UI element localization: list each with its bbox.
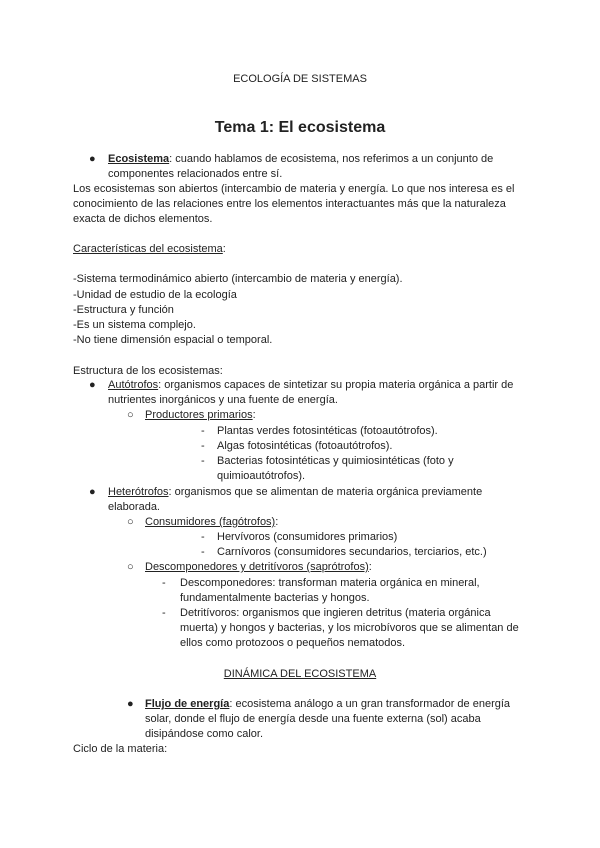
doc-header: ECOLOGÍA DE SISTEMAS xyxy=(233,73,367,85)
dash-bullet-icon: - xyxy=(201,455,205,467)
estructura-heading: Estructura de los ecosistemas: xyxy=(73,365,223,377)
hollow-bullet-icon: ○ xyxy=(127,561,134,573)
caract-item: -Unidad de estudio de la ecología xyxy=(73,289,237,301)
autotrofos-term: Autótrofos xyxy=(108,379,159,391)
consumidores-item: Hervívoros (consumidores primarios) xyxy=(217,531,398,543)
productores-item: Plantas verdes fotosintéticas (fotoautótrofos). xyxy=(217,425,438,437)
flujo-def: : ecosistema análogo a un gran transformador de energía xyxy=(229,698,511,710)
para1-line3: exacta de dichos elementos. xyxy=(73,213,213,225)
bullet-icon: ● xyxy=(127,698,134,710)
descomp-item2-line1: Detritívoros: organismos que ingieren detritus (materia orgánica xyxy=(180,607,491,619)
productores-item: Algas fotosintéticas (fotoautótrofos). xyxy=(217,440,393,452)
heterotrofos-line2: elaborada. xyxy=(108,501,160,513)
productores-item-cont: quimioautótrofos). xyxy=(217,470,306,482)
caract-item: -No tiene dimensión espacial o temporal. xyxy=(73,334,273,346)
dash-bullet-icon: - xyxy=(201,425,205,437)
autotrofos-def: : organismos capaces de sintetizar su propia materia orgánica a partir de xyxy=(158,379,514,391)
ecosistema-line2: componentes relacionados entre sí. xyxy=(108,168,283,180)
consumidores-term: Consumidores (fagótrofos) xyxy=(145,516,276,528)
productores-term: Productores primarios xyxy=(145,409,253,421)
dash-bullet-icon: - xyxy=(201,440,205,452)
consumidores-colon: : xyxy=(275,516,279,528)
descomp-item1-line2: fundamentalmente bacterias y hongos. xyxy=(180,592,370,604)
ecosistema-def: : cuando hablamos de ecosistema, nos referimos a un conjunto de xyxy=(169,153,494,165)
flujo-line2: solar, donde el flujo de energía desde una fuente externa (sol) acaba xyxy=(145,713,481,725)
flujo-term: Flujo de energía xyxy=(145,698,230,710)
dash-bullet-icon: - xyxy=(162,577,166,589)
descomp-item2-line2: muerta) y hongos y bacterias, y los microbívoros que se alimentan de xyxy=(180,622,519,634)
descomponedores-heading xyxy=(145,560,372,575)
descomp-item2-line3: ellos como protozoos o pequeños nematodos. xyxy=(180,637,406,649)
productores-heading xyxy=(145,408,256,423)
consumidores-item: Carnívoros (consumidores secundarios, terciarios, etc.) xyxy=(217,546,487,558)
dash-bullet-icon: - xyxy=(201,546,205,558)
dinamica-heading: DINÁMICA DEL ECOSISTEMA xyxy=(223,668,377,680)
productores-item: Bacterias fotosintéticas y quimiosintéticas (foto y xyxy=(217,455,454,467)
bullet-icon: ● xyxy=(89,153,96,165)
productores-colon: : xyxy=(252,409,256,421)
caract-item: -Estructura y función xyxy=(73,304,174,316)
dash-bullet-icon: - xyxy=(201,531,205,543)
bullet-icon: ● xyxy=(89,486,96,498)
ecosistema-line1 xyxy=(108,152,493,167)
autotrofos-line1 xyxy=(108,378,513,393)
autotrofos-line2: nutrientes inorgánicos y una fuente de energía. xyxy=(108,394,338,406)
heterotrofos-line1 xyxy=(108,485,482,500)
doc-title: Tema 1: El ecosistema xyxy=(214,119,386,136)
descomp-item1-line1: Descomponedores: transforman materia orgánica en mineral, xyxy=(180,577,480,589)
descomponedores-colon: : xyxy=(368,561,372,573)
heterotrofos-term: Heterótrofos xyxy=(108,486,169,498)
caract-heading xyxy=(73,242,226,257)
caract-heading-text: Características del ecosistema xyxy=(73,243,223,255)
consumidores-heading xyxy=(145,515,278,530)
caract-item: -Sistema termodinámico abierto (intercambio de materia y energía). xyxy=(73,273,403,285)
hollow-bullet-icon: ○ xyxy=(127,516,134,528)
flujo-line3: disipándose como calor. xyxy=(145,728,264,740)
bullet-icon: ● xyxy=(89,379,96,391)
caract-heading-colon: : xyxy=(222,243,226,255)
dash-bullet-icon: - xyxy=(162,607,166,619)
caract-item: -Es un sistema complejo. xyxy=(73,319,196,331)
flujo-line1 xyxy=(145,697,510,712)
hollow-bullet-icon: ○ xyxy=(127,409,134,421)
ciclo-heading: Ciclo de la materia: xyxy=(73,743,168,755)
para1-line2: conocimiento de las relaciones entre los elementos interactuantes más que la naturaleza xyxy=(73,198,506,210)
heterotrofos-def: : organismos que se alimentan de materia orgánica previamente xyxy=(168,486,483,498)
ecosistema-term: Ecosistema xyxy=(108,153,170,165)
descomponedores-term: Descomponedores y detritívoros (saprótrofos) xyxy=(145,561,369,573)
para1-line1: Los ecosistemas son abiertos (intercambio de materia y energía. Lo que nos interesa es el xyxy=(73,183,515,195)
